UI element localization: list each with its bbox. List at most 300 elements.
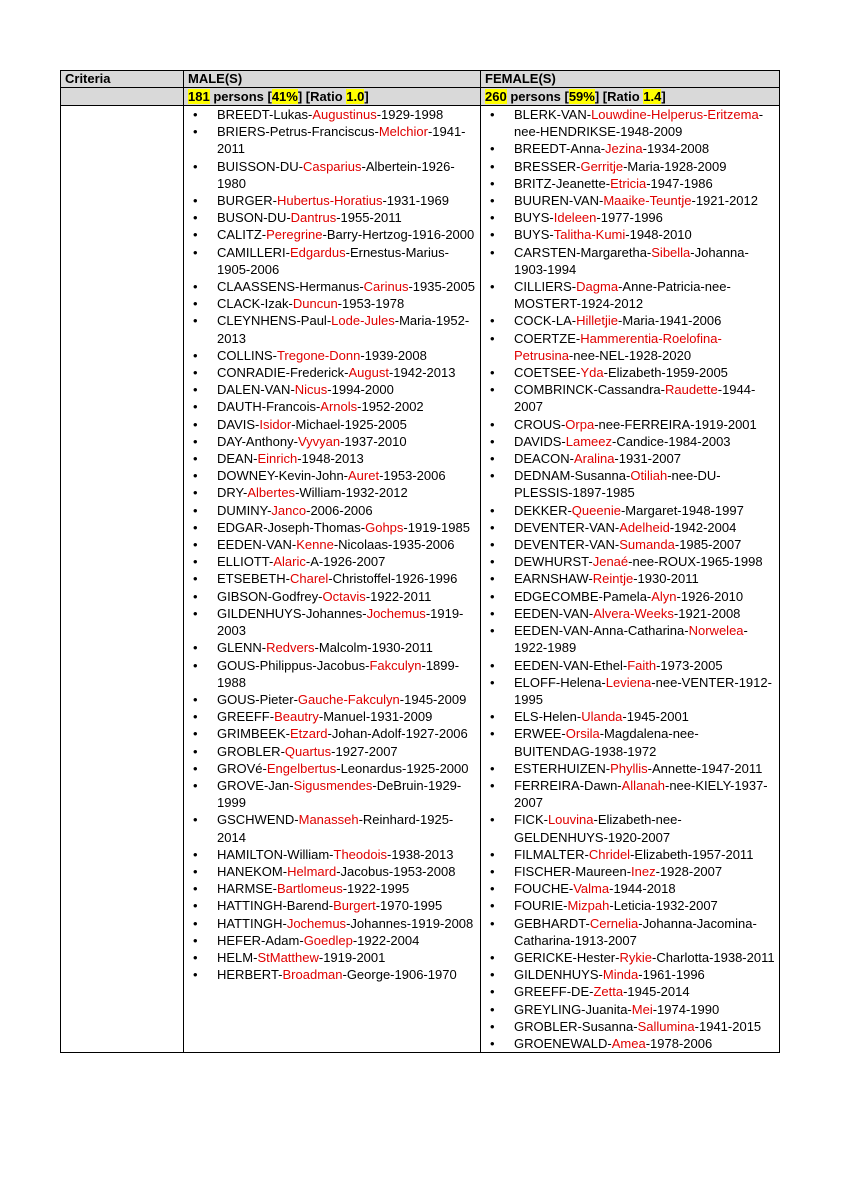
name-text: -Jacobus-1953-2008 (336, 863, 456, 879)
given-name-highlight: Albertes (247, 485, 296, 501)
name-text: -1944-2018 (609, 881, 676, 897)
name-text: FICK- (514, 812, 548, 828)
name-text: -Anne-Patricia-nee-MOSTERT-1924-2012 (514, 279, 731, 312)
given-name-highlight: Mizpah (567, 898, 610, 914)
list-item (481, 519, 775, 536)
given-name-highlight: Bartlomeus (276, 881, 343, 897)
given-name-highlight: Hammerentia-Roelofina-Petrusina (514, 330, 722, 363)
name-text: -Annette-1947-2011 (647, 760, 763, 776)
list-item (184, 811, 476, 845)
female-percent: 59% (568, 89, 595, 104)
list-item (184, 932, 476, 949)
given-name-highlight: Broadman (282, 967, 343, 983)
name-text: -1930-2011 (633, 571, 699, 587)
name-text: EEDEN-VAN- (217, 537, 297, 553)
list-item (481, 897, 775, 914)
given-name-highlight: Norwelea (688, 623, 744, 639)
list-item (184, 725, 476, 742)
list-item (184, 381, 476, 398)
given-name-highlight: Alaric (273, 554, 306, 570)
name-text: -Johan-Adolf-1927-2006 (327, 726, 468, 742)
given-name-highlight: Aralina (573, 451, 615, 467)
given-name-highlight: Gauche-Fakculyn (297, 691, 400, 707)
name-text: DOWNEY-Kevin-John- (217, 468, 349, 484)
list-item (481, 553, 775, 570)
given-name-highlight: Dantrus (290, 210, 337, 226)
name-text: GROVé- (217, 760, 267, 776)
name-text: DAVIDS- (514, 433, 566, 449)
name-text: ELLIOTT- (217, 554, 274, 570)
name-text: EARNSHAW- (514, 571, 593, 587)
given-name-highlight: Manasseh (298, 812, 359, 828)
name-text: -Reinhard-1925-2014 (217, 812, 454, 845)
male-ratio: 1.0 (346, 89, 365, 104)
name-text: BRITZ-Jeanette- (514, 175, 611, 191)
list-item (481, 570, 775, 587)
list-item (481, 209, 775, 226)
list-item (481, 880, 775, 897)
name-text: -1931-1969 (382, 193, 449, 209)
list-item (184, 880, 476, 897)
name-text: -1929-1998 (376, 107, 444, 122)
given-name-highlight: Dagma (576, 279, 619, 295)
given-name-highlight: Rykie (619, 949, 652, 965)
given-name-highlight: StMatthew (257, 949, 319, 965)
name-text: -George-1906-1970 (342, 967, 457, 983)
name-text: EEDEN-VAN- (514, 605, 594, 621)
list-item (184, 364, 476, 381)
list-item (481, 1035, 775, 1052)
name-text: ERWEE- (514, 726, 566, 742)
female-names-cell (481, 106, 780, 1053)
list-item (184, 588, 476, 605)
given-name-highlight: Beautry (274, 709, 319, 725)
name-text: -Johanna-Jacomina-Catharina-1913-2007 (514, 915, 757, 948)
name-text: -Leticia-1932-2007 (609, 898, 718, 914)
name-text: -1952-2002 (357, 399, 424, 415)
given-name-highlight: Lameez (565, 433, 613, 449)
female-summary-end: ] (661, 89, 666, 104)
given-name-highlight: Janco (271, 502, 307, 518)
name-text: GERICKE-Hester- (514, 949, 620, 965)
list-item (481, 450, 775, 467)
male-names-cell (184, 106, 481, 1053)
name-text: BRESSER- (514, 158, 581, 174)
name-text: -1942-2004 (669, 519, 737, 535)
list-item (481, 158, 775, 175)
given-name-highlight: Louvina (547, 812, 594, 828)
list-item (481, 381, 775, 415)
name-text: DEWHURST- (514, 554, 593, 570)
name-text: -Ernestus-Marius-1905-2006 (217, 244, 449, 277)
female-header: FEMALE(S) (481, 71, 780, 88)
name-text: -Nicolaas-1935-2006 (333, 537, 455, 553)
male-names-list (184, 106, 480, 983)
list-item (481, 657, 775, 674)
name-text: BLERK-VAN- (514, 107, 592, 122)
given-name-highlight: Etzard (289, 726, 328, 742)
list-item (184, 897, 476, 914)
name-text: CALITZ- (217, 227, 267, 243)
list-item (184, 657, 476, 691)
criteria-header: Criteria (61, 71, 184, 88)
list-item (184, 123, 476, 157)
header-row (61, 71, 780, 88)
name-text: CAMILLERI- (217, 244, 290, 260)
given-name-highlight: Hilletjie (576, 313, 619, 329)
name-text: GREEFF- (217, 709, 275, 725)
given-name-highlight: Sigusmendes (293, 777, 373, 793)
given-name-highlight: Chridel (588, 846, 631, 862)
list-item (184, 553, 476, 570)
given-name-highlight: Arnols (320, 399, 358, 415)
name-text: HEFER-Adam- (217, 932, 304, 948)
list-item (481, 244, 775, 278)
name-text: CLACK-Izak- (217, 296, 293, 312)
given-name-highlight: Vyvyan (297, 433, 341, 449)
name-text: BUSON-DU- (217, 210, 291, 226)
list-item (481, 846, 775, 863)
given-name-highlight: Quartus (284, 743, 332, 759)
name-text: GROVE-Jan- (217, 777, 294, 793)
given-name-highlight: Auret (348, 468, 380, 484)
name-text: BUYS- (514, 227, 554, 243)
given-name-highlight: Alvera-Weeks (593, 605, 674, 621)
name-text: -1953-2006 (379, 468, 446, 484)
name-text: -nee-FERREIRA-1919-2001 (594, 416, 757, 432)
male-summary (184, 88, 481, 106)
name-text: FISCHER-Maureen- (514, 863, 632, 879)
list-item (481, 106, 775, 140)
name-text: -1922-2004 (352, 932, 420, 948)
name-text: GROBLER-Susanna- (514, 1018, 638, 1034)
given-name-highlight: Edgardus (289, 244, 346, 260)
list-item (184, 244, 476, 278)
name-text: HANEKOM- (217, 863, 288, 879)
name-text: -DeBruin-1929-1999 (217, 777, 462, 811)
given-name-highlight: Amea (611, 1035, 646, 1051)
name-text: -Leonardus-1925-2000 (336, 760, 469, 776)
name-text: -1985-2007 (674, 537, 742, 553)
name-text: GIBSON-Godfrey- (217, 588, 323, 604)
name-text: DAVIS- (217, 416, 260, 432)
name-text: COLLINS- (217, 347, 277, 363)
name-text: -1942-2013 (388, 365, 456, 381)
name-text: DAY-Anthony- (217, 433, 298, 449)
given-name-highlight: Helmard (287, 863, 337, 879)
name-text: FOUCHE- (514, 881, 574, 897)
criteria-cell (61, 106, 184, 1053)
name-text: -1935-2005 (408, 279, 475, 295)
name-text: -A-1926-2007 (305, 554, 386, 570)
name-text: GOUS-Pieter- (217, 691, 298, 707)
list-item (184, 450, 476, 467)
name-text: -Johannes-1919-2008 (346, 915, 474, 931)
name-text: BREEDT-Lukas- (217, 107, 313, 122)
name-text: GRIMBEEK- (217, 726, 290, 742)
name-text: GEBHARDT- (514, 915, 590, 931)
given-name-highlight: Jochemus (366, 605, 426, 621)
name-text: HERBERT- (217, 967, 283, 983)
list-item (481, 622, 775, 656)
name-text: -Johanna-1903-1994 (514, 244, 749, 277)
list-item (184, 708, 476, 725)
name-text: DEDNAM-Susanna- (514, 468, 631, 484)
name-text: HELM- (217, 949, 258, 965)
list-item (184, 536, 476, 553)
name-text: DALEN-VAN- (217, 382, 295, 398)
list-item (184, 502, 476, 519)
name-text: GSCHWEND- (217, 812, 299, 828)
given-name-highlight: Casparius (302, 158, 362, 174)
list-item (184, 347, 476, 364)
name-text: -Maria-1941-2006 (618, 313, 722, 329)
list-item (481, 226, 775, 243)
name-text: DEACON- (514, 451, 574, 467)
name-text: -nee-KIELY-1937-2007 (514, 777, 768, 811)
name-text: COMBRINCK-Cassandra- (514, 382, 665, 398)
name-text: FILMALTER- (514, 846, 589, 862)
given-name-highlight: Inez (631, 863, 656, 879)
name-text: GROBLER- (217, 743, 285, 759)
list-item (184, 966, 476, 983)
given-name-highlight: Fakculyn (369, 657, 422, 673)
male-ratio-prefix: ] [Ratio (297, 89, 347, 104)
list-item (184, 158, 476, 192)
list-item (184, 433, 476, 450)
name-text: -Barry-Hertzog-1916-2000 (322, 227, 475, 243)
given-name-highlight: Isidor (259, 416, 292, 432)
name-text: -1939-2008 (360, 347, 427, 363)
name-text: -1921-2012 (691, 193, 758, 209)
given-name-highlight: Lode-Jules (331, 313, 395, 329)
given-name-highlight: Sibella (651, 244, 691, 260)
name-text: -1922-1989 (514, 623, 748, 656)
female-ratio: 1.4 (643, 89, 662, 104)
list-item (184, 570, 476, 587)
female-count-suffix: persons [ (506, 89, 569, 104)
name-text: -2006-2006 (306, 502, 373, 518)
list-item (481, 811, 775, 845)
female-count: 260 (485, 89, 507, 104)
given-name-highlight: Augustinus (312, 107, 377, 122)
given-name-highlight: Raudette (664, 382, 718, 398)
name-text: GREEFF-DE- (514, 984, 594, 1000)
list-item (184, 416, 476, 433)
name-text: COCK-LA- (514, 313, 577, 329)
name-text: -1938-2013 (387, 846, 454, 862)
name-text: -1922-1995 (342, 881, 410, 897)
given-name-highlight: Zetta (593, 984, 624, 1000)
name-text: -nee-VENTER-1912-1995 (514, 674, 772, 707)
name-text: -1919-2003 (217, 605, 464, 639)
name-text: -Margaret-1948-1997 (620, 502, 744, 518)
list-item (184, 209, 476, 226)
name-text: BUUREN-VAN- (514, 193, 604, 209)
name-text: -1944-2007 (514, 382, 756, 415)
given-name-highlight: Faith (627, 657, 657, 673)
name-text: ELOFF-Helena- (514, 674, 606, 690)
name-text: BUISSON-DU- (217, 158, 303, 174)
given-name-highlight: Gerritje (580, 158, 624, 174)
list-item (184, 863, 476, 880)
name-text: BREEDT-Anna- (514, 141, 606, 157)
given-name-highlight: Leviena (605, 674, 652, 690)
given-name-highlight: Burgert (333, 898, 376, 914)
list-item (481, 312, 775, 329)
given-name-highlight: Sallumina (637, 1018, 695, 1034)
name-text: -Charlotta-1938-2011 (651, 949, 775, 965)
list-item (481, 433, 775, 450)
name-text: DUMINY- (217, 502, 272, 518)
list-item (481, 725, 775, 759)
name-text: -1953-1978 (337, 296, 405, 312)
name-text: -1919-2001 (318, 949, 386, 965)
name-text: -1921-2008 (673, 605, 741, 621)
name-text: ESTERHUIZEN- (514, 760, 611, 776)
list-item (481, 278, 775, 312)
list-item (481, 140, 775, 157)
given-name-highlight: Orpa (565, 416, 595, 432)
name-text: -Candice-1984-2003 (612, 433, 731, 449)
name-text: -1899-1988 (217, 657, 460, 690)
given-name-highlight: Louwdine-Helperus-Eritzema (591, 107, 759, 122)
names-row (61, 106, 780, 1053)
list-item (184, 639, 476, 656)
name-text: GROENEWALD- (514, 1035, 612, 1051)
list-item (481, 915, 775, 949)
given-name-highlight: Alyn (651, 588, 677, 604)
name-text: -1955-2011 (336, 210, 402, 226)
list-item (481, 536, 775, 553)
list-item (184, 760, 476, 777)
name-text: EEDEN-VAN-Ethel- (514, 657, 628, 673)
name-text: DEVENTER-VAN- (514, 519, 620, 535)
list-item (184, 519, 476, 536)
given-name-highlight: Sumanda (619, 537, 675, 553)
name-text: HAMILTON-William- (217, 846, 334, 862)
list-item (184, 846, 476, 863)
name-text: -1994-2000 (327, 382, 394, 398)
given-name-highlight: Cernelia (589, 915, 639, 931)
given-name-highlight: Nicus (294, 382, 328, 398)
name-text: BUYS- (514, 210, 554, 226)
given-name-highlight: Valma (573, 881, 610, 897)
name-text: -1926-2010 (676, 588, 744, 604)
name-text: EDGECOMBE-Pamela- (514, 588, 652, 604)
list-item (481, 863, 775, 880)
given-name-highlight: Goedlep (303, 932, 353, 948)
list-item (481, 708, 775, 725)
given-name-highlight: August (348, 365, 389, 381)
given-name-highlight: Maaike-Teuntje (603, 193, 692, 209)
given-name-highlight: Carinus (363, 279, 409, 295)
list-item (481, 760, 775, 777)
name-text: ETSEBETH- (217, 571, 290, 587)
given-name-highlight: Engelbertus (266, 760, 337, 776)
list-item (184, 467, 476, 484)
name-text: -1931-2007 (614, 451, 681, 467)
female-summary (481, 88, 780, 106)
name-text: -Malcolm-1930-2011 (314, 640, 433, 656)
list-item (184, 915, 476, 932)
male-header: MALE(S) (184, 71, 481, 88)
list-item (184, 484, 476, 501)
list-item (184, 192, 476, 209)
given-name-highlight: Allanah (621, 777, 665, 793)
list-item (481, 777, 775, 811)
given-name-highlight: Theodois (333, 846, 387, 862)
given-name-highlight: Peregrine (266, 227, 323, 243)
given-name-highlight: Orsila (565, 726, 600, 742)
name-text: -1977-1996 (596, 210, 663, 226)
list-item (184, 743, 476, 760)
name-text: -1927-2007 (331, 743, 398, 759)
list-item (184, 777, 476, 811)
name-text: CILLIERS- (514, 279, 577, 295)
name-text: -1928-2007 (655, 863, 723, 879)
given-name-highlight: Adelheid (619, 519, 670, 535)
given-name-highlight: Kenne (296, 537, 334, 553)
name-text: HARMSE- (217, 881, 277, 897)
name-text: GOUS-Philippus-Jacobus- (217, 657, 370, 673)
name-text: ELS-Helen- (514, 709, 582, 725)
male-percent: 41% (271, 89, 298, 104)
name-text: -1947-1986 (646, 175, 713, 191)
name-text: FOURIE- (514, 898, 568, 914)
given-name-highlight: Yda (580, 365, 604, 381)
male-count-suffix: persons [ (209, 89, 272, 104)
name-text: BRIERS-Petrus-Franciscus- (217, 124, 379, 140)
list-item (481, 966, 775, 983)
given-name-highlight: Jochemus (286, 915, 347, 931)
given-name-highlight: Mei (631, 1001, 653, 1017)
name-text: -Elizabeth-nee-GELDENHUYS-1920-2007 (514, 812, 682, 845)
name-text: BURGER- (217, 193, 277, 209)
name-text: CLEYNHENS-Paul- (217, 313, 332, 329)
list-item (481, 1001, 775, 1018)
list-item (481, 502, 775, 519)
list-item (481, 605, 775, 622)
name-text: -1945-2001 (622, 709, 689, 725)
name-text: CONRADIE-Frederick- (217, 365, 349, 381)
name-text: GILDENHUYS-Johannes- (217, 605, 367, 621)
given-name-highlight: Jezina (605, 141, 643, 157)
name-text: DRY- (217, 485, 248, 501)
given-name-highlight: Octavis (322, 588, 366, 604)
name-text: DAUTH-Francois- (217, 399, 321, 415)
given-name-highlight: Reintje (592, 571, 634, 587)
list-item (184, 295, 476, 312)
name-text: -1948-2013 (297, 451, 364, 467)
list-item (481, 192, 775, 209)
name-text: GREYLING-Juanita- (514, 1001, 632, 1017)
given-name-highlight: Ideleen (553, 210, 597, 226)
given-name-highlight: Otiliah (630, 468, 668, 484)
name-text: -1941-2015 (694, 1018, 762, 1034)
name-text: HATTINGH- (217, 915, 287, 931)
list-item (481, 588, 775, 605)
name-text: COERTZE- (514, 330, 581, 346)
given-name-highlight: Ulanda (581, 709, 623, 725)
list-item (184, 106, 476, 123)
name-text: -1948-2010 (625, 227, 692, 243)
given-name-highlight: Talitha-Kumi (553, 227, 626, 243)
list-item (184, 691, 476, 708)
names-table (60, 70, 780, 1053)
name-text: -Maria-1952-2013 (217, 313, 470, 346)
name-text: COETSEE- (514, 365, 581, 381)
